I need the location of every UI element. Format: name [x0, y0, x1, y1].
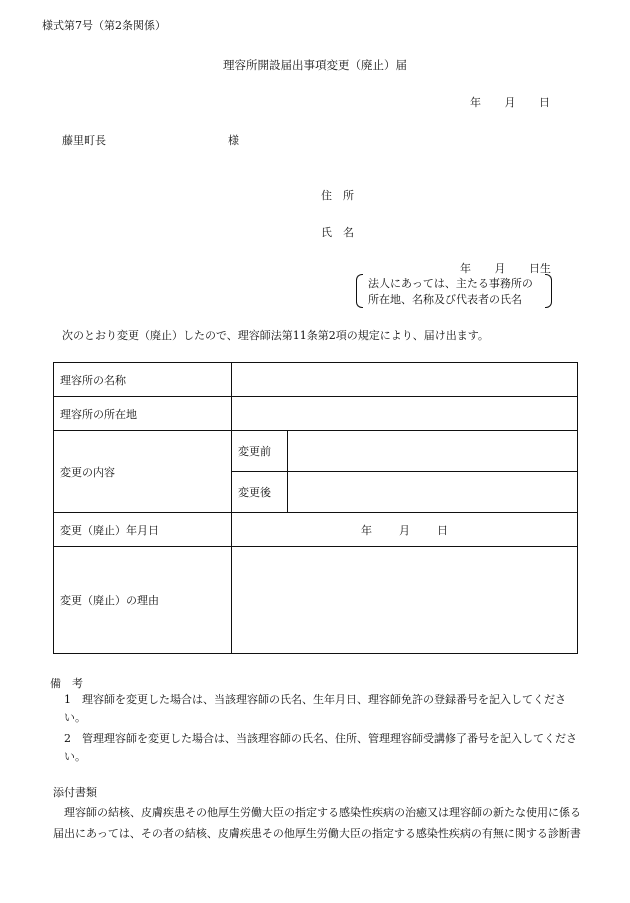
- date-day: 日: [539, 96, 550, 109]
- shop-name-field[interactable]: [232, 363, 578, 397]
- birth-day: 日生: [529, 262, 551, 275]
- bracket-right: [545, 274, 552, 308]
- name-label: 氏 名: [321, 226, 354, 239]
- table-row: [54, 513, 578, 547]
- birth-year: 年: [460, 262, 471, 275]
- birth-month: 月: [494, 262, 506, 275]
- addressee: [62, 132, 239, 148]
- attachment-title: 添付書類: [53, 786, 97, 799]
- remark-note-1: 1 理容師を変更した場合は、当該理容師の氏名、生年月日、理容師免許の登録番号を記入してください。: [64, 693, 566, 724]
- addressee-honorific: 様: [228, 134, 239, 147]
- change-date-label: 変更（廃止）年月日: [54, 513, 232, 547]
- after-field[interactable]: [288, 472, 578, 513]
- remarks-title: 備 考: [50, 677, 83, 690]
- corp-note-line2: 所在地、名称及び代表者の氏名: [368, 293, 522, 306]
- reason-field[interactable]: [232, 547, 578, 654]
- remark-note-2: 2 管理理容師を変更した場合は、当該理容師の氏名、住所、管理理容師受講修了番号を記入してください。: [64, 732, 577, 763]
- before-label: 変更前: [232, 431, 288, 472]
- form-table: [53, 362, 578, 654]
- attachment-body: 理容師の結核、皮膚疾患その他厚生労働大臣の指定する感染性疾病の治癒又は理容師の新たな使用に係る届出にあっては、その者の結核、皮膚疾患その他厚生労働大臣の指定する感染性疾病の有無に関する診断書: [53, 806, 581, 840]
- before-field[interactable]: [288, 431, 578, 472]
- shop-name-label: 理容所の名称: [54, 363, 232, 397]
- date-month: 月: [504, 96, 516, 109]
- table-row: [54, 547, 578, 654]
- bracket-left: [356, 274, 363, 308]
- statement: 次のとおり変更（廃止）したので、理容師法第11条第2項の規定により、届け出ます。: [62, 329, 489, 342]
- change-content-label: 変更の内容: [54, 431, 232, 513]
- date-year: 年: [470, 96, 481, 109]
- shop-location-label: 理容所の所在地: [54, 397, 232, 431]
- reason-label: 変更（廃止）の理由: [54, 547, 232, 654]
- submission-date: [470, 94, 570, 110]
- table-row: [54, 363, 578, 397]
- change-month: 月: [399, 523, 410, 537]
- table-row: [54, 397, 578, 431]
- document-title: 理容所開設届出事項変更（廃止）届: [223, 58, 407, 72]
- change-date-field[interactable]: [232, 513, 578, 547]
- addressee-name: 藤里町長: [62, 134, 106, 147]
- shop-location-field[interactable]: [232, 397, 578, 431]
- form-code: 様式第7号（第2条関係）: [42, 19, 166, 32]
- change-year: 年: [361, 523, 372, 537]
- after-label: 変更後: [232, 472, 288, 513]
- change-day: 日: [437, 523, 448, 537]
- corp-note-line1: 法人にあっては、主たる事務所の: [368, 277, 533, 290]
- table-row: [54, 431, 578, 472]
- address-label: 住 所: [321, 189, 354, 202]
- corporation-note: [356, 274, 552, 308]
